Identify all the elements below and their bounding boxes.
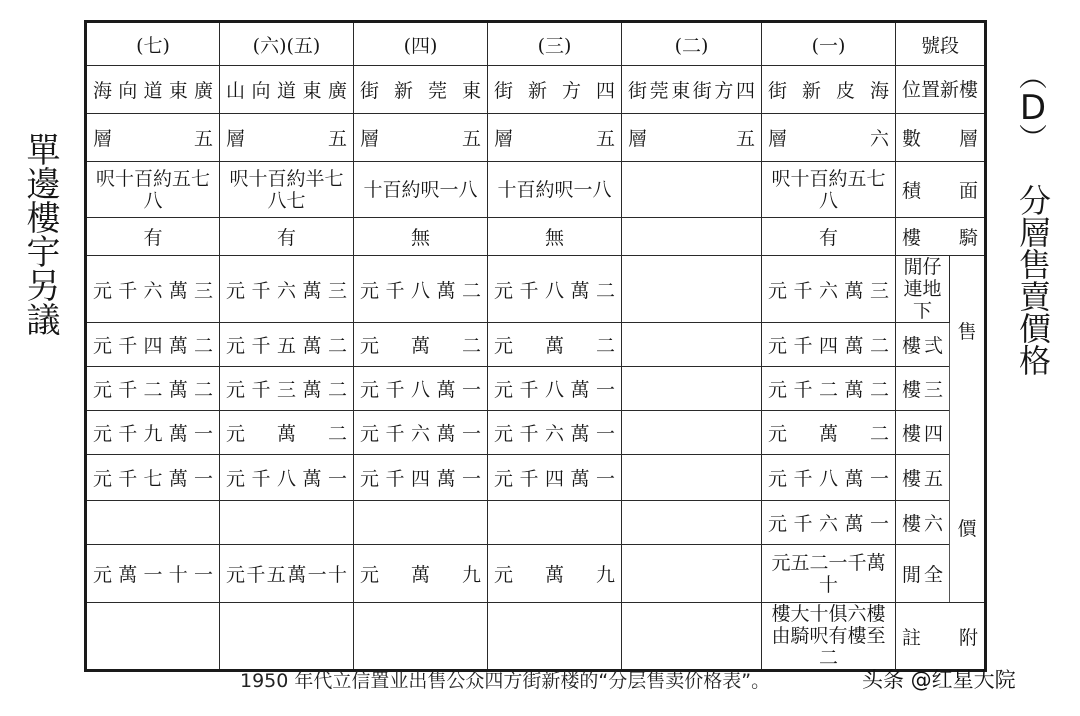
price-r1-col4: 元萬二 [488, 323, 622, 367]
price-r0-col6: 元千六萬三 [762, 256, 896, 323]
header-col4: (三) [488, 22, 622, 66]
right-label [1003, 60, 1063, 376]
arcade-col6: 有 [762, 218, 896, 256]
price-r4-col6: 元千八萬一 [762, 455, 896, 501]
arcade-col1: 有 [86, 218, 220, 256]
area-row [86, 162, 986, 218]
price-r2-label: 樓三 [896, 367, 950, 411]
floors-label: 數層 [896, 114, 986, 162]
price-r4-col2: 元千八萬一 [220, 455, 354, 501]
location-row [86, 66, 986, 114]
price-r4-label: 樓五 [896, 455, 950, 501]
price-r5-label: 樓六 [896, 501, 950, 545]
notes-col3 [354, 603, 488, 671]
price-row [86, 256, 986, 323]
price-r6-col6: 元五二一千萬十 [762, 545, 896, 603]
notes-col5 [622, 603, 762, 671]
header-col6: (一) [762, 22, 896, 66]
header-row [86, 22, 986, 66]
price-r1-label: 樓弍 [896, 323, 950, 367]
location-col6: 街新皮海 [762, 66, 896, 114]
location-label: 位置新樓 [896, 66, 986, 114]
floors-row [86, 114, 986, 162]
price-group-label [950, 256, 986, 603]
location-col1: 海向道東廣 [86, 66, 220, 114]
price-r6-col5 [622, 545, 762, 603]
arcade-row [86, 218, 986, 256]
right-label-open-paren: ︵ [1018, 60, 1047, 93]
price-table [84, 20, 987, 672]
price-r4-col3: 元千四萬一 [354, 455, 488, 501]
area-col3: 十百約呎一八 [354, 162, 488, 218]
price-r0-col5 [622, 256, 762, 323]
location-col3: 街新莞東 [354, 66, 488, 114]
price-r4-col1: 元千七萬一 [86, 455, 220, 501]
notes-col4 [488, 603, 622, 671]
header-label: 號段 [896, 22, 986, 66]
price-r5-col3 [354, 501, 488, 545]
price-row [86, 323, 986, 367]
price-r6-col3: 元萬九 [354, 545, 488, 603]
price-r2-col5 [622, 367, 762, 411]
right-label-title: 分層售賣價格 [1014, 184, 1052, 376]
price-r3-col2: 元萬二 [220, 411, 354, 455]
area-col2: 呎十百約半七八七 [220, 162, 354, 218]
area-col1: 呎十百約五七八 [86, 162, 220, 218]
price-r6-col4: 元萬九 [488, 545, 622, 603]
price-r1-col1: 元千四萬二 [86, 323, 220, 367]
arcade-label: 樓騎 [896, 218, 986, 256]
arcade-col2: 有 [220, 218, 354, 256]
price-row [86, 545, 986, 603]
price-row [86, 367, 986, 411]
price-r3-col1: 元千九萬一 [86, 411, 220, 455]
price-r3-col4: 元千六萬一 [488, 411, 622, 455]
notes-col1 [86, 603, 220, 671]
header-col1: (七) [86, 22, 220, 66]
area-col5 [622, 162, 762, 218]
price-r3-col6: 元萬二 [762, 411, 896, 455]
price-row [86, 455, 986, 501]
area-label: 積面 [896, 162, 986, 218]
price-r0-label: 閒仔連地下 [896, 256, 950, 323]
price-r1-col6: 元千四萬二 [762, 323, 896, 367]
area-col6: 呎十百約五七八 [762, 162, 896, 218]
floors-col6: 層六 [762, 114, 896, 162]
floors-col4: 層五 [488, 114, 622, 162]
header-col3: (四) [354, 22, 488, 66]
price-r5-col1 [86, 501, 220, 545]
price-r4-col4: 元千四萬一 [488, 455, 622, 501]
arcade-col5 [622, 218, 762, 256]
notes-label: 註附 [896, 603, 986, 671]
price-r1-col2: 元千五萬二 [220, 323, 354, 367]
floors-col3: 層五 [354, 114, 488, 162]
price-r6-col2: 元千五萬一十 [220, 545, 354, 603]
price-r0-col2: 元千六萬三 [220, 256, 354, 323]
area-col4: 十百約呎一八 [488, 162, 622, 218]
right-label-code: D [1019, 88, 1047, 128]
notes-row [86, 603, 986, 671]
price-r2-col2: 元千三萬二 [220, 367, 354, 411]
price-r3-label: 樓四 [896, 411, 950, 455]
price-r6-col1: 元萬一十一 [86, 545, 220, 603]
location-col5: 街莞東街方四 [622, 66, 762, 114]
price-r5-col2 [220, 501, 354, 545]
arcade-col3: 無 [354, 218, 488, 256]
price-r5-col4 [488, 501, 622, 545]
floors-col5: 層五 [622, 114, 762, 162]
price-group-top: 售 [957, 321, 977, 343]
price-r0-col4: 元千八萬二 [488, 256, 622, 323]
price-r6-label: 閒全 [896, 545, 950, 603]
price-r0-col1: 元千六萬三 [86, 256, 220, 323]
floors-col1: 層五 [86, 114, 220, 162]
price-r3-col5 [622, 411, 762, 455]
price-r2-col1: 元千二萬二 [86, 367, 220, 411]
header-col5: (二) [622, 22, 762, 66]
notes-col6: 樓大十俱六樓由騎呎有樓至二 [762, 603, 896, 671]
right-label-close-paren: ︶ [1018, 122, 1047, 155]
floors-col2: 層五 [220, 114, 354, 162]
price-r0-col3: 元千八萬二 [354, 256, 488, 323]
left-note: 單邊樓宇另議 [20, 132, 60, 336]
notes-col2 [220, 603, 354, 671]
location-col4: 街新方四 [488, 66, 622, 114]
price-r1-col5 [622, 323, 762, 367]
caption: 1950 年代立信置业出售公众四方街新楼的“分层售卖价格表”。 [240, 670, 771, 692]
location-col2: 山向道東廣 [220, 66, 354, 114]
price-r2-col6: 元千二萬二 [762, 367, 896, 411]
header-col2: (六)(五) [220, 22, 354, 66]
price-r5-col5 [622, 501, 762, 545]
price-r5-col6: 元千六萬一 [762, 501, 896, 545]
price-row [86, 501, 986, 545]
price-row [86, 411, 986, 455]
watermark: 头条 @红星大院 [862, 668, 1016, 692]
price-r4-col5 [622, 455, 762, 501]
price-r2-col3: 元千八萬一 [354, 367, 488, 411]
arcade-col4: 無 [488, 218, 622, 256]
price-r3-col3: 元千六萬一 [354, 411, 488, 455]
price-r1-col3: 元萬二 [354, 323, 488, 367]
price-group-bottom: 價 [957, 518, 977, 540]
price-r2-col4: 元千八萬一 [488, 367, 622, 411]
